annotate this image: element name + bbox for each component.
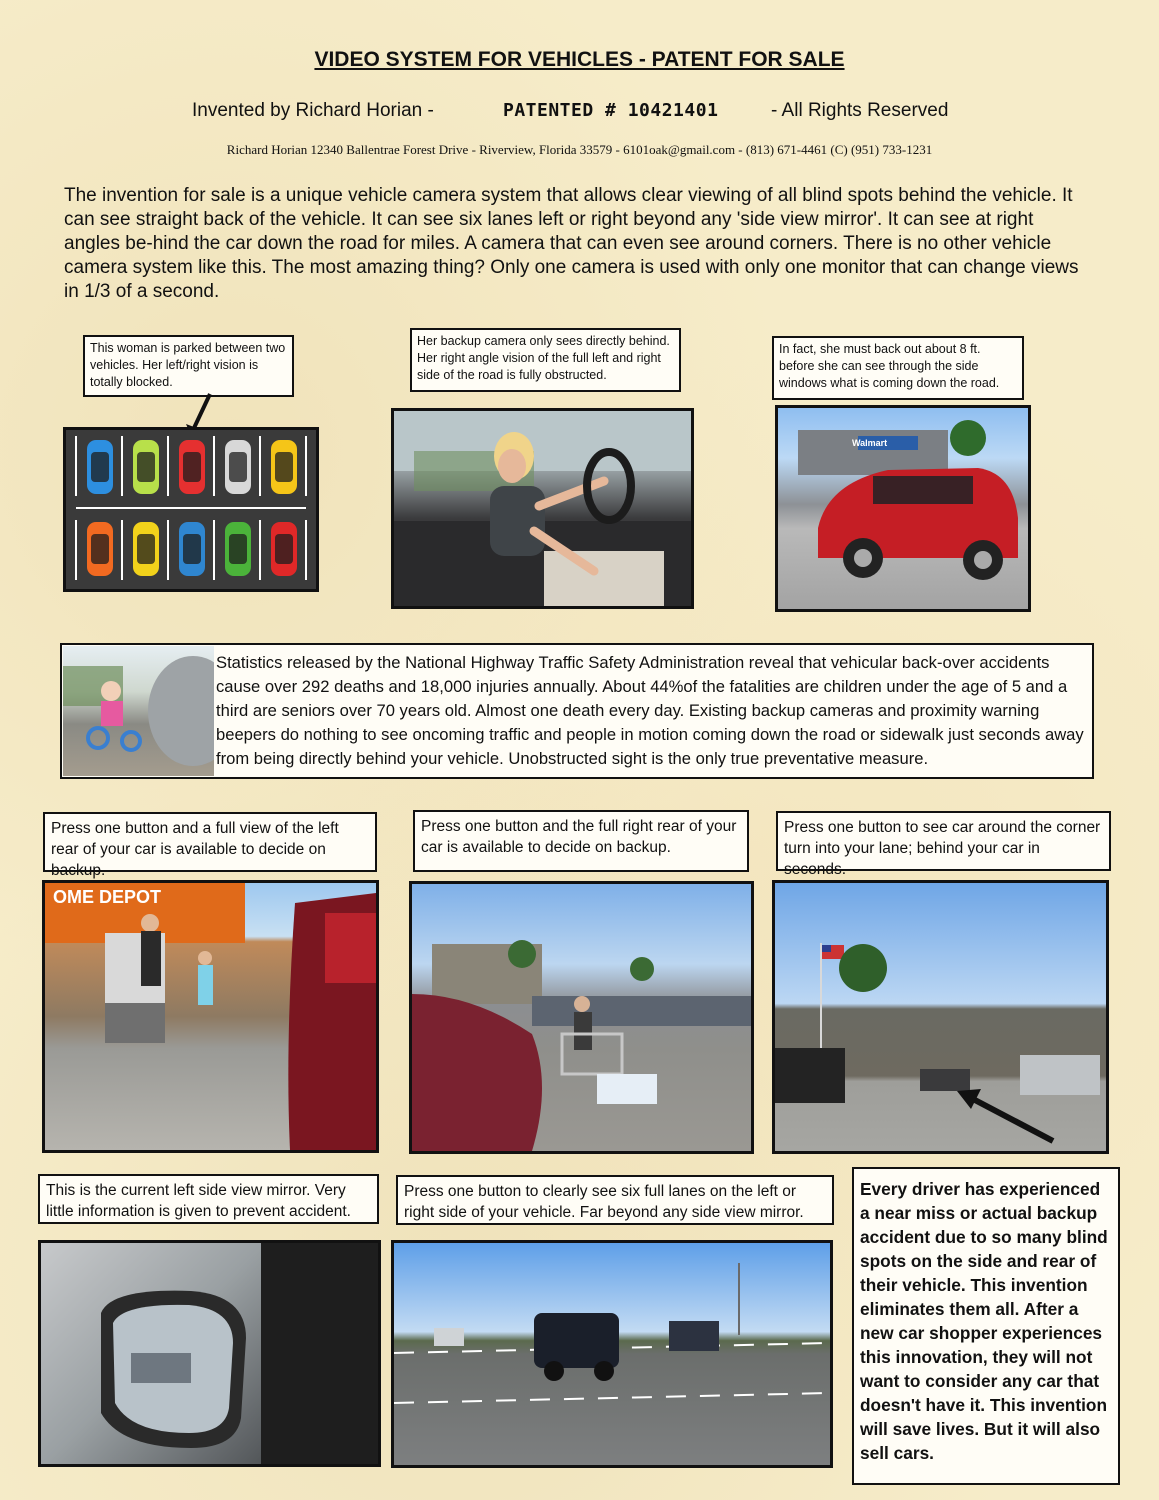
rights-text: - All Rights Reserved [771, 100, 949, 121]
parked-car [133, 440, 159, 494]
caption-backup-camera: Her backup camera only sees directly behind. Her right angle vision of the full left and right side of the road is fully obstructed. [410, 328, 681, 392]
parked-car [271, 522, 297, 576]
caption-parked-woman: This woman is parked between two vehicles. Her left/right vision is totally blocked. [83, 335, 294, 397]
caption-left-rear: Press one button and a full view of the left rear of your car is available to decide on backup. [43, 812, 377, 872]
caption-side-mirror: This is the current left side view mirror. Very little information is given to prevent accident. [38, 1174, 379, 1224]
home-depot-sign: OME DEPOT [53, 887, 162, 907]
parked-car [87, 440, 113, 494]
photo-woman-driving [391, 408, 694, 609]
parked-car [179, 440, 205, 494]
photo-six-lanes [391, 1240, 833, 1468]
parking-lot-diagram [63, 427, 319, 592]
photo-side-mirror [38, 1240, 381, 1467]
child-tricycle-illustration [63, 646, 214, 776]
statistics-text: Statistics released by the National Highway Traffic Safety Administration reveal that vehicular back-over accidents cause over 292 deaths and 18,000 injuries annually. About 44%of the fatalities are children under the age of 5 and a third are seniors over 70 years old. Almost one death every day. Existing backup cameras and proximity warning beepers do nothing to see oncoming traffic and people in motion coming down the road or sidewalk just seconds away from being directly behind your vehicle. Unobstructed sight is the only true preventative measure. [216, 653, 1084, 768]
parked-car [179, 522, 205, 576]
caption-around-corner: Press one button to see car around the corner turn into your lane; behind your car in seconds. [776, 811, 1111, 871]
side-mirror-illustration [41, 1243, 378, 1464]
photo-left-rear-home-depot [42, 880, 379, 1153]
photo-red-suv-walmart [775, 405, 1031, 612]
inventor-line: Invented by Richard Horian - [192, 100, 434, 121]
red-suv-illustration [778, 408, 1028, 609]
woman-driving-illustration [394, 411, 691, 606]
photo-around-corner [772, 880, 1109, 1154]
closing-statement: Every driver has experienced a near miss or actual backup accident due to so many blind spots on the side and rear of their vehicle. This invention eliminates them all. After a new car shopper experiences this innovation, they will not want to consider any car that doesn't have it. This invention will save lives. But it will also sell cars. [852, 1167, 1120, 1485]
contact-address: Richard Horian 12340 Ballentrae Forest Drive - Riverview, Florida 33579 - 6101oak@gmail.com - (813) 671-4461 (C) (951) 733-1231 [226, 142, 933, 157]
parked-car [133, 522, 159, 576]
photo-right-rear-parking [409, 881, 754, 1154]
caption-right-rear: Press one button and the full right rear of your car is available to decide on backup. [413, 810, 749, 872]
six-lanes-illustration [394, 1243, 830, 1465]
patent-number: PATENTED # 10421401 [503, 100, 719, 121]
parked-car [225, 522, 251, 576]
walmart-sign: Walmart [852, 438, 888, 448]
photo-child-behind-car [63, 646, 214, 776]
corner-view-illustration [775, 883, 1106, 1151]
parking-lot-svg [66, 430, 316, 589]
left-rear-illustration [45, 883, 376, 1150]
caption-back-out: In fact, she must back out about 8 ft. before she can see through the side windows what is coming down the road. [772, 336, 1024, 400]
caption-six-lanes: Press one button to clearly see six full lanes on the left or right side of your vehicle. Far beyond any side view mirror. [396, 1175, 834, 1225]
intro-paragraph: The invention for sale is a unique vehicle camera system that allows clear viewing of all blind spots behind the vehicle. It can see straight back of the vehicle. It can see six lanes left or right beyond any 'side view mirror'. It can see at right angles be-hind the car down the road for miles. A camera that can even see around corners. There is no other vehicle camera system like this. The most amazing thing? Only one camera is used with only one monitor that can change views in 1/3 of a second. [64, 185, 1079, 302]
page-title: VIDEO SYSTEM FOR VEHICLES - PATENT FOR SALE [314, 48, 845, 71]
parked-car [87, 522, 113, 576]
parked-car [225, 440, 251, 494]
right-rear-illustration [412, 884, 751, 1151]
parked-car [271, 440, 297, 494]
